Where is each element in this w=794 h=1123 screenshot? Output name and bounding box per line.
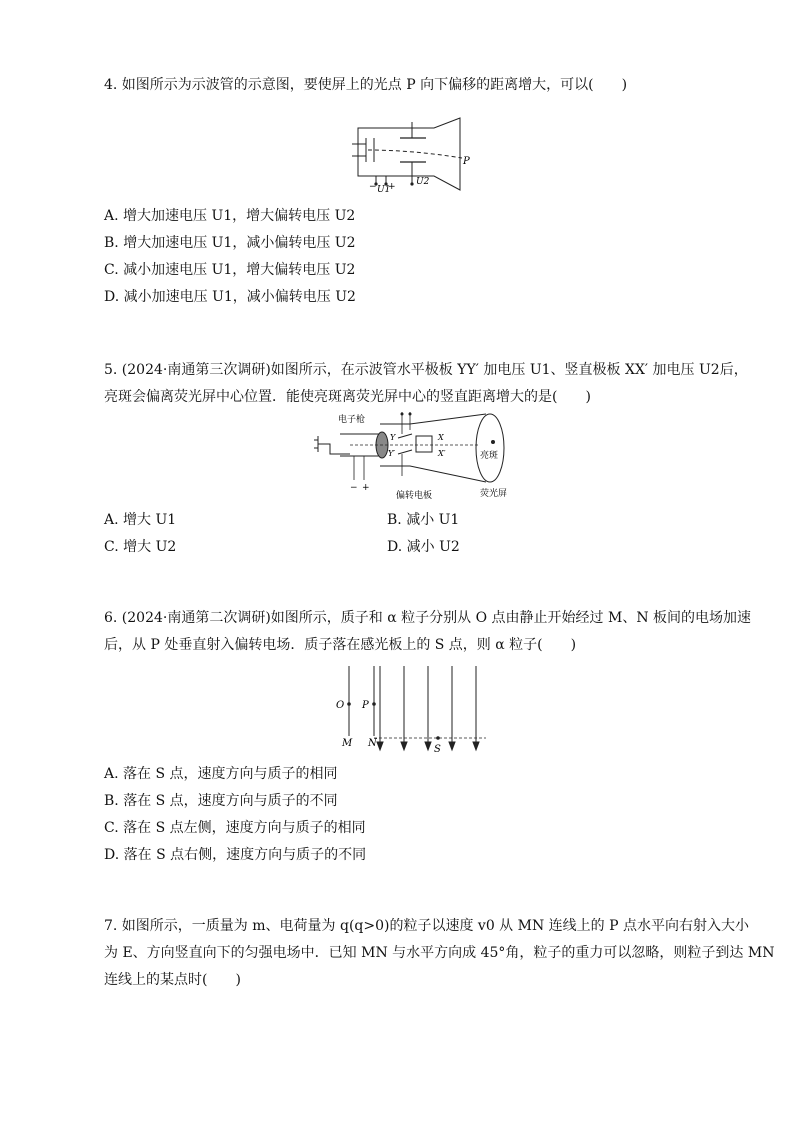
- label-y-prime: Y′: [388, 449, 396, 458]
- question-6-stem-line-2: 后，从 P 处垂直射入偏转电场．质子落在感光板上的 S 点，则 α 粒子( ): [104, 637, 577, 653]
- question-4: [104, 72, 724, 99]
- label-spot: 亮斑: [480, 451, 499, 461]
- label-plus: +: [362, 483, 370, 493]
- label-x: X: [438, 433, 444, 442]
- question-6: [104, 605, 752, 659]
- accelerating-deflecting-field-figure: [334, 662, 494, 754]
- question-6-stem-line-1: 6. (2024·南通第二次调研)如图所示，质子和 α 粒子分别从 O 点由静止开始经过 M、N 板间的电场加速: [104, 610, 752, 626]
- label-plus-u1: +: [388, 182, 396, 192]
- oscilloscope-tube-figure: [352, 118, 482, 194]
- label-deflection-plates: 偏转电板: [396, 491, 433, 501]
- question-7-stem-line-2: 为 E、方向竖直向下的匀强电场中．已知 MN 与水平方向成 45°角，粒子的重力可以忽略，则粒子到达 MN: [104, 945, 775, 961]
- q4-option-d[interactable]: D. 减小加速电压 U1，减小偏转电压 U2: [104, 289, 356, 305]
- label-p: P: [463, 156, 470, 167]
- question-7-stem-line-1: 7. 如图所示，一质量为 m、电荷量为 q(q>0)的粒子以速度 v0 从 MN 连线上的 P 点水平向右射入大小: [104, 918, 749, 934]
- q4-option-b[interactable]: B. 增大加速电压 U1，减小偏转电压 U2: [104, 235, 356, 251]
- label-u1: U1: [377, 185, 391, 195]
- q5-option-b[interactable]: B. 减小 U1: [387, 512, 460, 528]
- oscilloscope-3d-figure: [310, 412, 515, 502]
- question-7-stem-line-3: 连线上的某点时( ): [104, 972, 241, 988]
- label-y: Y: [390, 433, 396, 442]
- question-5-stem-line-1: 5. (2024·南通第三次调研)如图所示，在示波管水平极板 YY′ 加电压 U1、竖直极板 XX′ 加电压 U2后，: [104, 362, 748, 378]
- label-s: S: [434, 744, 441, 755]
- q6-option-c[interactable]: C. 落在 S 点左侧，速度方向与质子的相同: [104, 820, 366, 836]
- q6-option-a[interactable]: A. 落在 S 点，速度方向与质子的相同: [104, 766, 338, 782]
- q6-option-b[interactable]: B. 落在 S 点，速度方向与质子的不同: [104, 793, 338, 809]
- q4-option-a[interactable]: A. 增大加速电压 U1，增大偏转电压 U2: [104, 208, 356, 224]
- q5-option-a[interactable]: A. 增大 U1: [104, 512, 177, 528]
- label-u2: U2: [416, 177, 430, 187]
- question-5-stem-line-2: 亮斑会偏离荧光屏中心位置．能使亮斑离荧光屏中心的竖直距离增大的是( ): [104, 389, 591, 405]
- label-minus: −: [350, 483, 358, 493]
- label-n: N: [368, 738, 377, 749]
- question-5: [104, 357, 748, 411]
- label-m: M: [342, 738, 353, 749]
- question-7: [104, 913, 775, 994]
- label-minus-u1: −: [369, 182, 377, 192]
- q4-option-c[interactable]: C. 减小加速电压 U1，增大偏转电压 U2: [104, 262, 356, 278]
- q6-option-d[interactable]: D. 落在 S 点右侧，速度方向与质子的不同: [104, 847, 367, 863]
- label-o: O: [336, 700, 345, 711]
- label-electron-gun: 电子枪: [338, 415, 366, 425]
- label-p: P: [362, 700, 369, 711]
- label-screen: 荧光屏: [480, 489, 508, 499]
- q5-option-c[interactable]: C. 增大 U2: [104, 539, 177, 555]
- q5-option-d[interactable]: D. 减小 U2: [387, 539, 460, 555]
- question-4-stem: 4. 如图所示为示波管的示意图，要使屏上的光点 P 向下偏移的距离增大，可以( ): [104, 77, 628, 93]
- label-x-prime: X′: [438, 449, 446, 458]
